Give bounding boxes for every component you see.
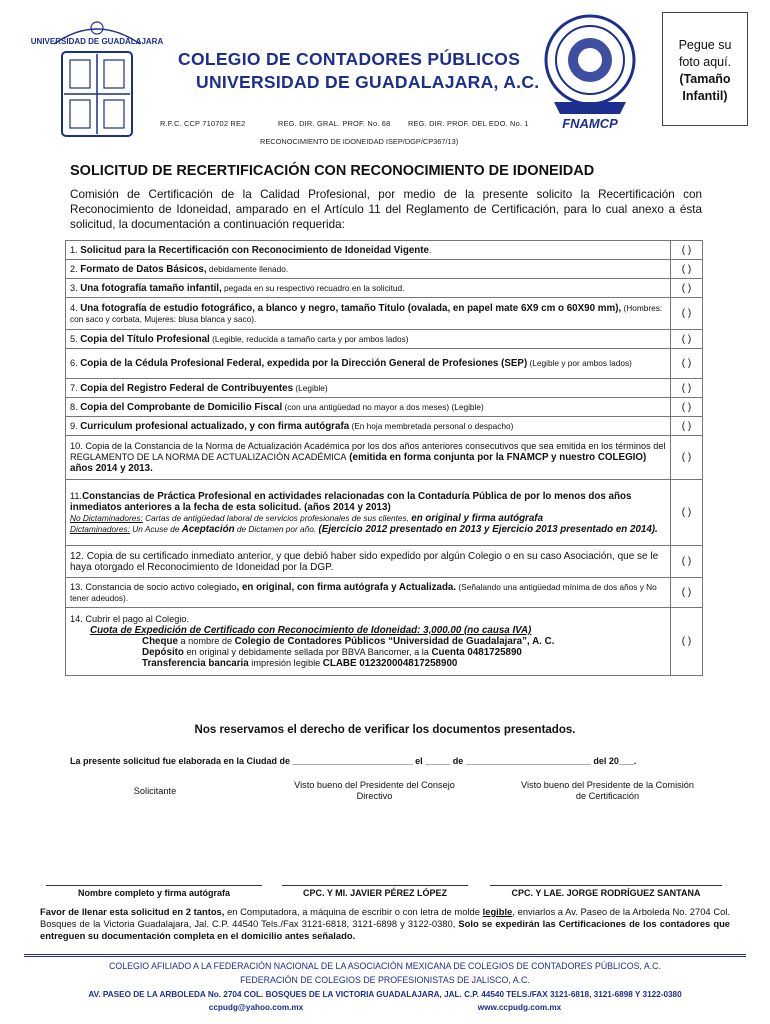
photo-line-4: Infantil) [682,89,728,103]
item-bold: Constancias de Práctica Profesional en actividades relacionadas con la Contaduría Pública de por lo menos dos años inmediatos anteriores a la fecha de esta solicitud. (años 2014 y 2013) [70,490,632,513]
rfc-text: R.F.C. CCP 710702 RE2 [160,119,246,128]
item-checkbox[interactable]: ( ) [671,241,703,260]
table-row: 5. Copia del Título Profesional (Legible, reducida a tamaño carta y por ambos lados) ( ) [66,330,703,349]
signature-line-comision[interactable] [490,885,722,886]
item-checkbox[interactable]: ( ) [671,398,703,417]
photo-placeholder-box[interactable] [662,12,748,126]
presidente-comision-caption: Visto bueno del Presidente de la Comisión de Certificación [521,780,694,801]
item-checkbox[interactable]: ( ) [671,260,703,279]
item-text: Copia de su certificado inmediato anterior, y que debió haber sido expedido por algún Colegio o en su caso Asociación, que se le haya otorgado el Reconocimiento de Idoneidad por la DGP. [70,550,659,573]
item-text: pegada en su respectivo recuadro en la solicitud. [221,282,405,293]
org-line-2: UNIVERSIDAD DE GUADALAJARA, A.C. [196,72,540,92]
item-checkbox[interactable]: ( ) [671,279,703,298]
reg-gral-text: REG. DIR. GRAL. PROF. No. 68 [278,119,391,128]
table-row: 3. Una fotografía tamaño infantil, pegada en su respectivo recuadro en la solicitud. ( ) [66,279,703,298]
item-text: (Legible) [293,382,328,393]
item-checkbox[interactable]: ( ) [671,330,703,349]
photo-line-1: Pegue su [678,38,732,52]
signer-name-comision: CPC. Y LAE. JORGE RODRÍGUEZ SANTANA [511,888,701,898]
item-checkbox[interactable]: ( ) [671,578,703,608]
item-text: (Legible, reducida a tamaño carta y por ambos lados) [209,333,409,344]
item-checkbox[interactable]: ( ) [671,480,703,546]
org-line-1: COLEGIO DE CONTADORES PÚBLICOS [178,49,521,69]
item-bold: Una fotografía de estudio fotográfico, a blanco y negro, tamaño Titulo (ovalada, en papel mate 6X9 cm o 60X90 mm), [80,302,622,314]
item-bold: Una fotografía tamaño infantil, [80,282,222,294]
item-checkbox[interactable]: ( ) [671,298,703,330]
table-row: 12. Copia de su certificado inmediato anterior, y que debió haber sido expedido por algún Colegio o en su caso Asociación, que se le haya otorgado el Reconocimiento de Idoneidad por la DGP. ( ) [66,546,703,578]
footer-affiliation-2: FEDERACIÓN DE COLEGIOS DE PROFESIONISTAS DE JALISCO, A.C. [240,975,530,985]
item-checkbox[interactable]: ( ) [671,379,703,398]
footer-affiliation-1: COLEGIO AFILIADO A LA FEDERACIÓN NACIONAL DE LA ASOCIACIÓN MEXICANA DE COLEGIOS DE CONTADORES PÚBLICOS, A.C. [109,961,661,971]
reserve-notice: Nos reservamos el derecho de verificar los documentos presentados. [194,724,576,736]
table-row: 7. Copia del Registro Federal de Contribuyentes (Legible) ( ) [66,379,703,398]
item-bold: Formato de Datos Básicos, [80,263,207,275]
document-title: SOLICITUD DE RECERTIFICACIÓN CON RECONOCIMIENTO DE IDONEIDAD [70,163,595,179]
signer-name-consejo: CPC. Y MI. JAVIER PÉREZ LÓPEZ [302,888,448,898]
item-text: (Hombres: con saco y corbata, Mujeres: blusa blanca y saco). [70,302,663,324]
table-row: 1. Solicitud para la Recertificación con Reconocimiento de Idoneidad Vigente. ( ) [66,241,703,260]
fnamcp-seal-logo [540,10,640,130]
photo-line-2: foto aquí. [678,55,732,69]
table-row: 10. Copia de la Constancia de la Norma de Actualización Académica por los dos años anteriores consecutivos que sea emitida en los términos del REGLAMENTO DE LA NORMA DE ACTUALIZACIÓN ACADÉMICA (emitida en forma conjunta por la FNAMCP y nuestro COLEGIO) años 2014 y 2013. ( ) [66,436,703,480]
table-row: 13. Constancia de socio activo colegiado, en original, con firma autógrafa y Actualizada. (Señalando una antigüedad mínima de dos años y No tener adeudos). ( ) [66,578,703,608]
footer-divider [24,954,746,957]
item-text: (En hoja membretada personal o despacho) [349,420,514,431]
item-bold: Copia de la Cédula Profesional Federal, expedida por la Dirección General de Profesiones (SEP) [80,358,528,369]
presidente-consejo-caption: Visto bueno del Presidente del Consejo Directivo [294,780,455,801]
item-checkbox[interactable]: ( ) [671,546,703,578]
table-row: 4. Una fotografía de estudio fotográfico, a blanco y negro, tamaño Titulo (ovalada, en papel mate 6X9 cm o 60X90 mm), (Hombres: con saco y corbata, Mujeres: blusa blanca y saco). ( ) [66,298,703,330]
reg-edo-text: REG. DIR. PROF. DEL EDO. No. 1 [408,119,529,128]
table-row: 11.Constancias de Práctica Profesional en actividades relacionadas con la Contaduría Pública de por lo menos dos años inmediatos anteriores a la fecha de esta solicitud. (años 2014 y 2013) No Dictaminadores: Cartas de antigüedad laboral de servicios profesionales de sus clientes, en original y firma autógrafa Dictaminadores: Un Acuse de Aceptación de Dictamen por año. (Ejercicio 2012 presentado en 2013 y Ejercicio 2013 presentado en 2014). ( ) [66,480,703,546]
organization-name [178,48,539,94]
item-checkbox[interactable]: ( ) [671,436,703,480]
item-bold: (emitida en forma conjunta por la FNAMCP y nuestro COLEGIO) años 2014 y 2013. [70,452,647,474]
fnamcp-label: FNAMCP [562,116,618,131]
signature-line-solicitante[interactable] [46,885,262,886]
signer-name-solicitante: Nombre completo y firma autógrafa [77,888,231,898]
instructions-note: Favor de llenar esta solicitud en 2 tantos, en Computadora, a máquina de escribir o con letra de molde legible, enviarlos a Av. Paseo de la Arboleda No. 2704 Col. Bosques de la Victoria Guadalajara, Jal. C.P. 44540 Tels./Fax 3121-6818, 3121-6898 y 3122-0380, Solo se expedirán las Certificaciones de los contadores que entreguen su documentación completa en el domicilio antes señalado. [40,906,731,941]
item-checkbox[interactable]: ( ) [671,349,703,379]
footer-address: AV. PASEO DE LA ARBOLEDA No. 2704 COL. BOSQUES DE LA VICTORIA GUADALAJARA, JAL. C.P. 44540 TELS./FAX 3121-6818, 3121-6898 Y 3122-0380 [88,990,682,999]
intro-paragraph: Comisión de Certificación de la Calidad Profesional, por medio de la presente solicito la Recertificación con Reconocimiento de Idoneidad, amparado en el Artículo 11 del Reglamento de Certificación, para lo cual anexo a ésta solicitud, la documentación a continuación requerida: [70,188,702,231]
requirements-table [65,240,703,676]
table-row: 14. Cubrir el pago al Colegio. Cuota de Expedición de Certificado con Reconocimiento de Idoneidad: 3,000.00 (no causa IVA) Cheque a nombre de Colegio de Contadores Públicos “Universidad de Guadalajara”, A. C. Depósito en original y debidamente sellada por BBVA Bancomer, a la Cuenta 0481725890 Transferencia bancaria impresión legible CLABE 012320004817258900 ( ) [66,608,703,676]
document-header [0,0,770,160]
item-bold: Copia del Título Profesional [80,333,210,345]
reg-idoneidad-text: RECONOCIMIENTO DE IDONEIDAD ISEP/DGP/CP367/13) [260,137,459,146]
item-bold: Solicitud para la Recertificación con Reconocimiento de Idoneidad Vigente [80,244,430,256]
table-row: 9. Curriculum profesional actualizado, y con firma autógrafa (En hoja membretada personal o despacho) ( ) [66,417,703,436]
signature-line-consejo[interactable] [282,885,468,886]
table-row: 6. Copia de la Cédula Profesional Federal, expedida por la Dirección General de Profesiones (SEP) (Legible y por ambos lados) ( ) [66,349,703,379]
udg-seal-logo [30,14,164,144]
photo-line-3: (Tamaño [679,72,731,86]
footer-email[interactable]: ccpudg@yahoo.com.mx [208,1003,304,1012]
seal-text: UNIVERSIDAD DE GUADALAJARA [30,37,164,46]
item-text: . [429,244,432,255]
item-bold: Copia del Comprobante de Domicilio Fiscal [80,401,283,413]
item-text: Copia de la Constancia de la Norma de Actualización Académica por los dos años anteriores consecutivos que sea emitida en los términos del REGLAMENTO DE LA NORMA DE ACTUALIZACIÓN ACADÉMICA [70,441,666,462]
table-row: 2. Formato de Datos Básicos, debidamente llenado. ( ) [66,260,703,279]
footer-contact [0,1001,770,1014]
item-bold: Copia del Registro Federal de Contribuyentes [80,382,294,394]
item-text: debidamente llenado. [206,263,289,274]
city-date-line[interactable]: La presente solicitud fue elaborada en la Ciudad de ________________________ el _____ de _________________________ del 20___. [70,756,637,766]
item-checkbox[interactable]: ( ) [671,608,703,676]
item-text: (con una antigüedad no mayor a dos meses) (Legible) [282,401,484,412]
quota-text: Cuota de Expedición de Certificado con Reconocimiento de Idoneidad: 3,000.00 (no causa IVA) [90,625,532,636]
solicitante-caption: Solicitante [133,786,177,796]
item-checkbox[interactable]: ( ) [671,417,703,436]
item-bold: Curriculum profesional actualizado, y con firma autógrafa [80,420,350,432]
table-row: 8. Copia del Comprobante de Domicilio Fiscal (con una antigüedad no mayor a dos meses) (Legible) ( ) [66,398,703,417]
item-text: (Legible y por ambos lados) [527,358,632,368]
footer-website[interactable]: www.ccpudg.com.mx [477,1003,562,1012]
